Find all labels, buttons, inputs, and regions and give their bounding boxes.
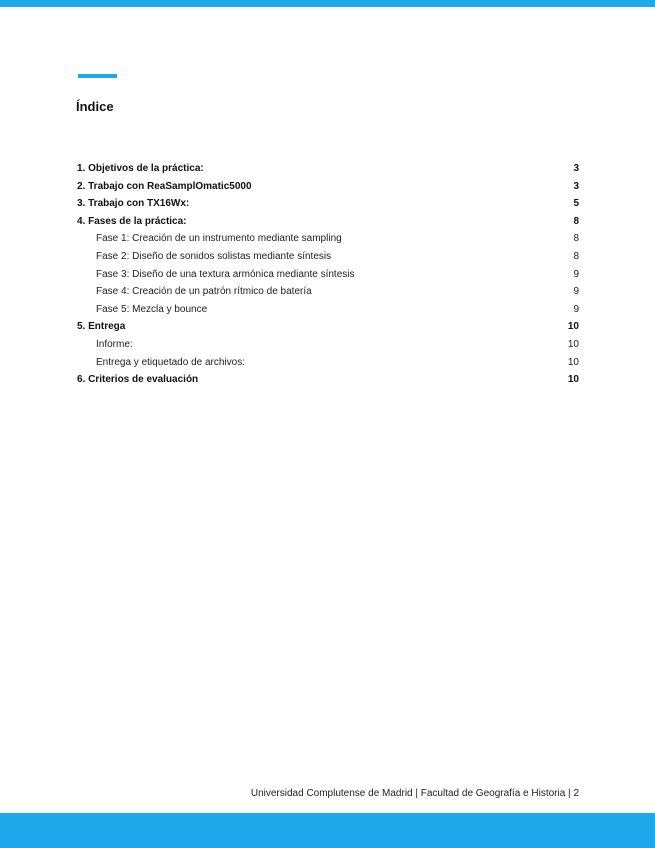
toc-subentry-page: 9 (573, 303, 579, 315)
title-accent-line (78, 74, 117, 78)
toc-subentry[interactable] (77, 230, 579, 248)
page-footer: Universidad Complutense de Madrid | Facultad de Geografía e Historia | 2 (250, 788, 579, 799)
toc-entry-page: 10 (567, 374, 579, 386)
toc-subentry[interactable] (77, 354, 579, 372)
toc-subentry[interactable] (77, 336, 579, 354)
toc-subentry[interactable] (77, 301, 579, 319)
bottom-accent-bar (0, 813, 655, 848)
toc-entry-label: 4. Fases de la práctica: (77, 215, 187, 227)
toc-subentry-label: Entrega y etiquetado de archivos: (96, 356, 245, 368)
toc-entry[interactable] (77, 160, 579, 178)
toc-entry-label: 6. Criterios de evaluación (77, 374, 199, 386)
toc-subentry[interactable] (77, 248, 579, 266)
toc-entry-label: 1. Objetivos de la práctica: (77, 163, 204, 174)
toc-subentry-page: 10 (567, 356, 579, 368)
toc-subentry-label: Fase 4: Creación de un patrón rítmico de batería (96, 286, 312, 298)
toc-entry[interactable] (77, 213, 579, 231)
toc-entry[interactable] (77, 318, 579, 336)
toc-entry-page: 10 (567, 321, 579, 333)
page-title: Índice (76, 99, 114, 114)
toc-subentry-label: Fase 5: Mezcla y bounce (96, 303, 208, 315)
table-of-contents (77, 160, 579, 389)
toc-subentry-label: Fase 3: Diseño de una textura armónica mediante síntesis (96, 268, 355, 280)
toc-subentry-page: 8 (573, 250, 579, 262)
toc-entry[interactable] (77, 371, 579, 389)
toc-entry[interactable] (77, 195, 579, 213)
toc-entry-page: 3 (573, 180, 579, 192)
toc-subentry-label: Informe: (96, 338, 133, 350)
toc-subentry-label: Fase 2: Diseño de sonidos solistas mediante síntesis (96, 250, 332, 262)
toc-subentry-page: 9 (573, 286, 579, 298)
toc-entry-label: 3. Trabajo con TX16Wx: (77, 198, 190, 210)
toc-subentry-page: 10 (567, 338, 579, 350)
toc-subentry[interactable] (77, 266, 579, 284)
toc-entry-page: 3 (573, 163, 579, 174)
toc-subentry-page: 9 (573, 268, 579, 280)
toc-subentry-label: Fase 1: Creación de un instrumento mediante sampling (96, 233, 342, 245)
toc-entry[interactable] (77, 178, 579, 196)
toc-entry-label: 5. Entrega (77, 321, 126, 333)
toc-subentry-page: 8 (573, 233, 579, 245)
toc-entry-page: 8 (573, 215, 579, 227)
toc-entry-label: 2. Trabajo con ReaSamplOmatic5000 (77, 180, 252, 192)
top-accent-bar (0, 0, 655, 7)
toc-subentry[interactable] (77, 283, 579, 301)
toc-entry-page: 5 (573, 198, 579, 210)
